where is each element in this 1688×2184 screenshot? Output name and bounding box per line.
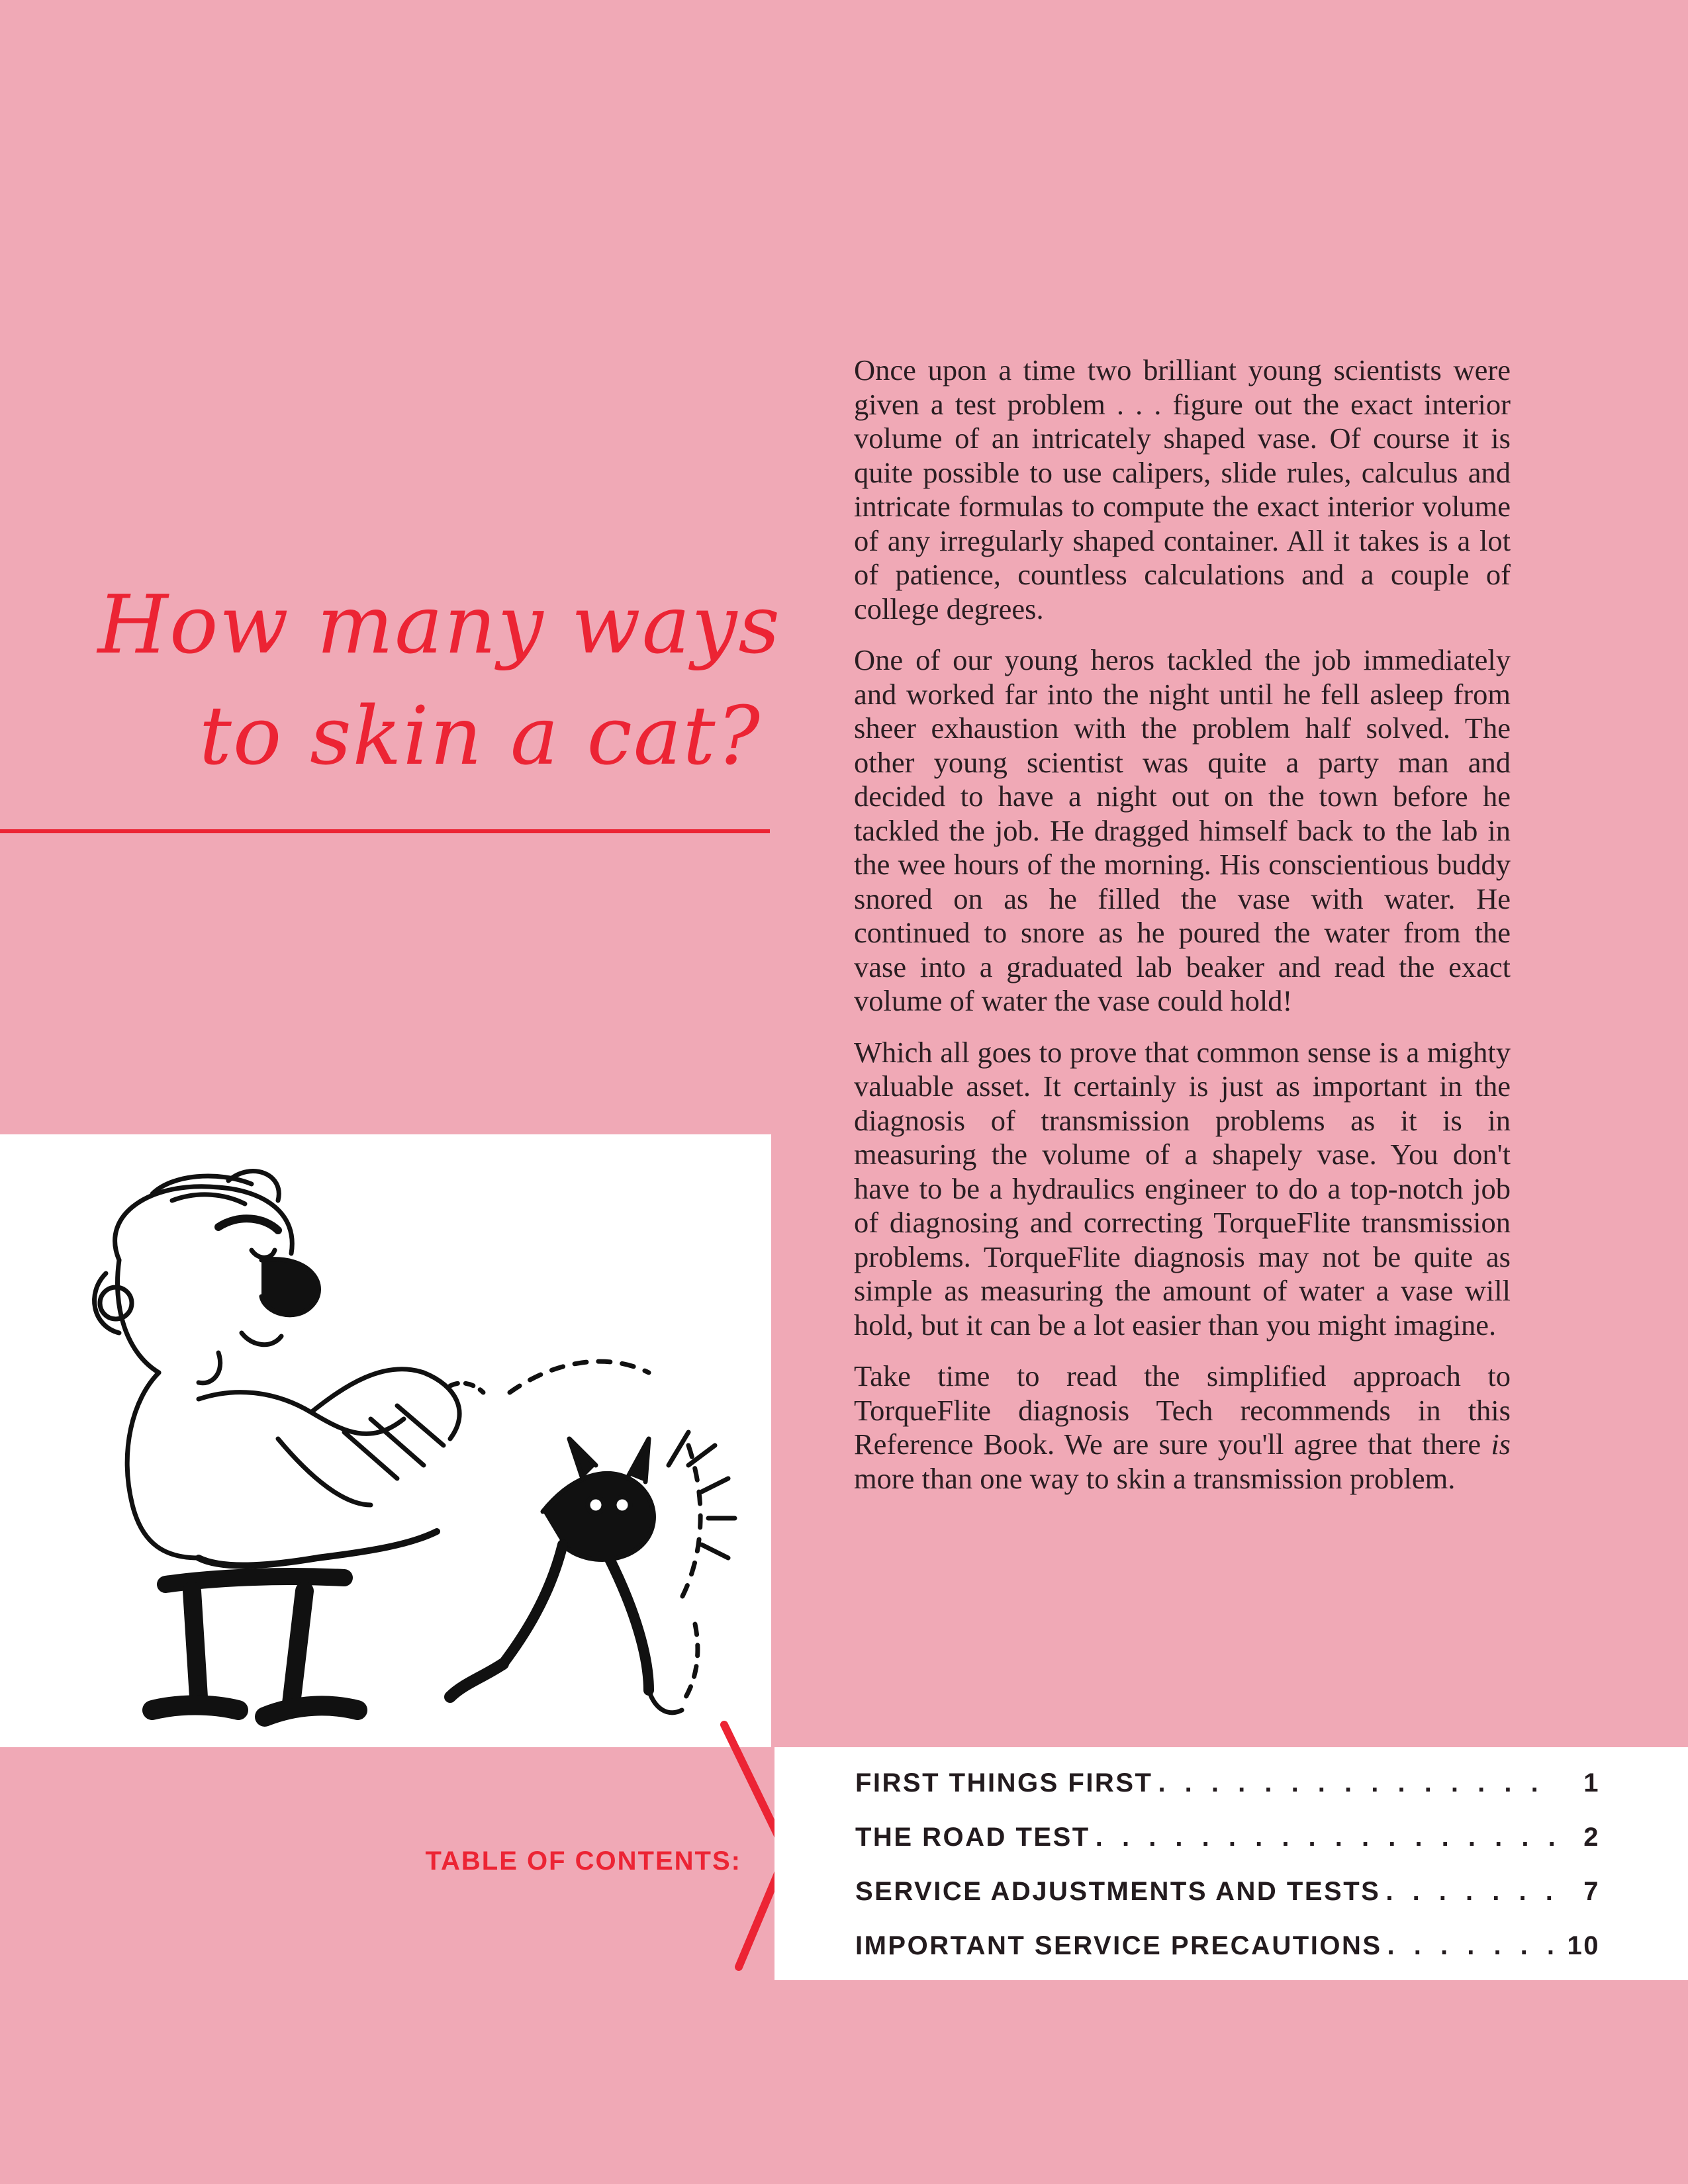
man-with-cat-drawing: [0, 1134, 771, 1747]
toc-entry-title: SERVICE ADJUSTMENTS AND TESTS: [855, 1877, 1381, 1906]
title-underline: [0, 829, 770, 833]
leader-dots: [1096, 1823, 1556, 1852]
paragraph: [854, 1359, 1511, 1496]
toc-entry-title: IMPORTANT SERVICE PRECAUTIONS: [855, 1931, 1382, 1960]
story-text: [854, 353, 1511, 1513]
toc-entry[interactable]: [855, 1877, 1600, 1917]
paragraph-text: Take time to read the simplified approach to TorqueFlite diagnosis Tech recommends in this Reference Book. We are sure you'll agree that there: [854, 1359, 1511, 1461]
paragraph: One of our young heros tackled the job immediately and worked far into the night until he fell asleep from sheer exhaustion with the problem half solved. The other young scientist was quite a party man and decided to have a night out on the town before he tackled the job. He dragged himself back to the lab in the wee hours of the morning. His conscientious buddy snored on as he filled the vase with water. He continued to snore as he poured the water from the vase into a graduated lab beaker and read the exact volume of water the vase could hold!: [854, 643, 1511, 1017]
toc-entry-page: 2: [1583, 1823, 1600, 1852]
page-title: [93, 569, 781, 792]
paragraph: Which all goes to prove that common sense is a mighty valuable asset. It certainly is just as important in the diagnosis of transmission problems as it is in measuring the volume of a shapely vase. You don't have to be a hydraulics engineer to do a top-notch job of diagnosing and correcting TorqueFlite transmission problems. TorqueFlite diagnosis may not be quite as simple as measuring the amount of water a vase will hold, but it can be a lot easier than you might imagine.: [854, 1035, 1511, 1342]
leader-dots: [1158, 1768, 1556, 1798]
toc-entry-page: 1: [1583, 1768, 1600, 1797]
cartoon-illustration: [0, 1134, 771, 1747]
toc-entry[interactable]: [855, 1768, 1600, 1808]
paragraph: Once upon a time two brilliant young scientists were given a test problem . . . figure out the exact interior volume of an intricately shaped vase. Of course it is quite possible to use calipers, slide rules, calculus and intricate formulas to compute the exact interior volume of any irregularly shaped container. All it takes is a lot of patience, countless calculations and a couple of college degrees.: [854, 353, 1511, 625]
toc-heading: TABLE OF CONTENTS:: [425, 1846, 741, 1876]
leader-dots: [1387, 1931, 1556, 1961]
leader-dots: [1385, 1877, 1556, 1907]
toc-entry-title: THE ROAD TEST: [855, 1823, 1090, 1852]
toc-entry-title: FIRST THINGS FIRST: [855, 1768, 1153, 1797]
toc-entry-page: 10: [1567, 1931, 1600, 1960]
toc-entry[interactable]: [855, 1823, 1600, 1862]
paragraph-text: more than one way to skin a transmission problem.: [854, 1461, 1456, 1495]
title-line-2: to skin a cat?: [199, 689, 761, 783]
title-line-1: How many ways: [97, 578, 781, 672]
emphasis-text: is: [1491, 1428, 1511, 1461]
toc-list: [774, 1747, 1688, 1980]
toc-entry-page: 7: [1583, 1877, 1600, 1906]
toc-entry[interactable]: [855, 1931, 1600, 1971]
